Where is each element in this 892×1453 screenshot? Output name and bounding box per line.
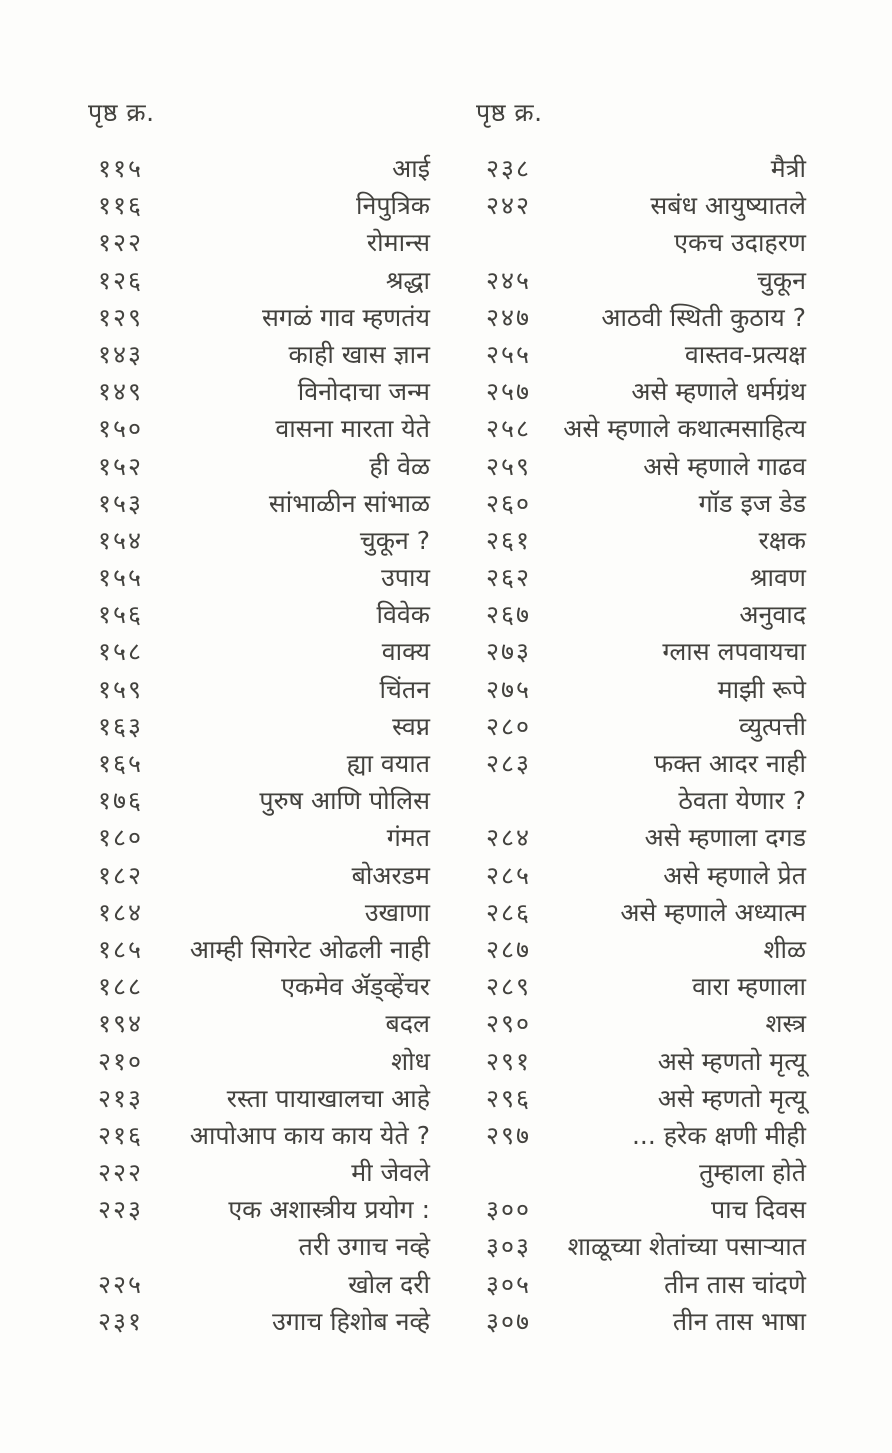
toc-entry	[88, 1191, 430, 1228]
page-number: १४९	[98, 377, 144, 407]
page-number: २८९	[486, 972, 532, 1002]
page-number: २८३	[486, 749, 532, 778]
chapter-title: विनोदाचा जन्म	[297, 377, 430, 407]
chapter-title: रक्षक	[758, 525, 806, 555]
toc-entry	[88, 559, 430, 596]
chapter-title: वासना मारता येते	[275, 414, 430, 444]
toc-entry	[476, 1005, 806, 1042]
chapter-title: तीन तास चांदणे	[664, 1269, 806, 1299]
page-number: १५३	[98, 488, 144, 518]
chapter-title: अनुवाद	[739, 600, 806, 630]
toc-entry	[476, 224, 806, 261]
chapter-title: माझी रूपे	[717, 674, 806, 704]
chapter-title: चुकून	[757, 265, 806, 295]
chapter-title: तीन तास भाषा	[672, 1306, 806, 1336]
chapter-title: तुम्हाला होते	[699, 1158, 806, 1188]
chapter-title: तरी उगाच नव्हे	[298, 1232, 430, 1262]
page-number: २४२	[486, 191, 532, 221]
page-number: १५०	[98, 414, 144, 444]
chapter-title: पाच दिवस	[710, 1195, 806, 1225]
toc-entry	[476, 522, 806, 559]
toc-entry	[88, 1228, 430, 1265]
chapter-title: ही वेळ	[369, 451, 430, 481]
chapter-title: वास्तव-प्रत्यक्ष	[684, 339, 806, 369]
toc-entry	[88, 299, 430, 336]
chapter-title: खोल दरी	[348, 1269, 430, 1299]
page-number: २९७	[486, 1120, 532, 1150]
chapter-title: पुरुष आणि पोलिस	[259, 786, 430, 816]
toc-entry	[476, 633, 806, 670]
toc-entry	[476, 485, 806, 522]
toc-entry	[88, 187, 430, 224]
toc-entry	[88, 671, 430, 708]
toc-entry	[88, 894, 430, 931]
page-number: १४३	[98, 339, 144, 369]
page-number: २९६	[486, 1083, 532, 1113]
toc-entry	[88, 1266, 430, 1303]
chapter-title: ग्लास लपवायचा	[662, 637, 806, 667]
toc-entry	[476, 150, 806, 187]
toc-entry	[476, 448, 806, 485]
chapter-title: गॉड इज डेड	[698, 488, 806, 518]
page-number: २८६	[486, 897, 532, 927]
toc-entry	[476, 596, 806, 633]
toc-entry	[476, 671, 806, 708]
page-number: १५६	[98, 600, 144, 630]
page-number: २८५	[486, 860, 532, 890]
chapter-title: वाक्य	[381, 637, 430, 667]
toc-entry	[476, 782, 806, 819]
toc-entry	[88, 522, 430, 559]
page-number: १७६	[98, 786, 144, 816]
toc-entry	[88, 1080, 430, 1117]
page-number: १५८	[98, 637, 144, 667]
toc-entry	[476, 336, 806, 373]
page-number: २२५	[98, 1269, 144, 1299]
chapter-title: असे म्हणतो मृत्यू	[657, 1046, 806, 1076]
chapter-title: असे म्हणाला दगड	[644, 823, 806, 853]
chapter-title: एक अशास्त्रीय प्रयोग :	[228, 1195, 430, 1225]
chapter-title: शस्त्र	[765, 1009, 806, 1039]
page-number: २१६	[98, 1120, 144, 1150]
chapter-title: ... हरेक क्षणी मीही	[631, 1120, 806, 1150]
page-number: २६०	[486, 488, 532, 518]
page-number: १२२	[98, 228, 144, 258]
page-number: ११६	[98, 191, 144, 221]
toc-entry	[476, 262, 806, 299]
page-number: २५७	[486, 377, 532, 407]
page-number: १८८	[98, 972, 144, 1002]
toc-entry	[476, 299, 806, 336]
chapter-title: असे म्हणाले प्रेत	[663, 860, 806, 890]
toc-entry	[88, 1117, 430, 1154]
toc-entry	[88, 1005, 430, 1042]
page-number: १५४	[98, 525, 144, 555]
page-number: २८०	[486, 711, 532, 741]
page-number: १५२	[98, 451, 144, 481]
chapter-title: एकच उदाहरण	[674, 228, 806, 258]
page-number: १६३	[98, 711, 144, 741]
toc-entry	[476, 410, 806, 447]
chapter-title: मैत्री	[770, 154, 806, 183]
chapter-title: शोध	[391, 1046, 430, 1076]
toc-entry	[88, 745, 430, 782]
chapter-title: सगळं गाव म्हणतंय	[262, 302, 430, 332]
chapter-title: निपुत्रिक	[355, 191, 430, 221]
chapter-title: रोमान्स	[366, 228, 430, 258]
toc-entry	[88, 150, 430, 187]
toc-entry	[476, 1266, 806, 1303]
toc-entry	[476, 1191, 806, 1228]
chapter-title: आम्ही सिगरेट ओढली नाही	[189, 934, 430, 964]
chapter-title: चुकून ?	[359, 525, 430, 555]
toc-entry	[88, 373, 430, 410]
chapter-title: काही खास ज्ञान	[288, 339, 430, 369]
page-number: १२६	[98, 265, 144, 295]
toc-entry	[88, 819, 430, 856]
page-number: २५५	[486, 339, 532, 369]
toc-entry	[88, 1043, 430, 1080]
page-number: २१३	[98, 1083, 144, 1113]
chapter-title: आठवी स्थिती कुठाय ?	[601, 302, 806, 332]
page-number: १२९	[98, 302, 144, 332]
page-number: १८२	[98, 860, 144, 890]
page-number-header: पृष्ठ क्र.	[88, 98, 155, 127]
page-number: ११५	[98, 154, 144, 183]
page-number: ३०३	[486, 1232, 532, 1262]
toc-entry-list	[88, 150, 430, 1340]
toc-entry	[476, 968, 806, 1005]
page-number: २८७	[486, 934, 532, 964]
toc-entry	[476, 708, 806, 745]
chapter-title: असे म्हणाले धर्मग्रंथ	[631, 377, 806, 407]
page-number: ३०७	[486, 1306, 532, 1336]
page-number: २७३	[486, 637, 532, 667]
chapter-title: मी जेवले	[351, 1158, 430, 1188]
toc-entry	[476, 1117, 806, 1154]
toc-entry	[476, 1228, 806, 1265]
toc-entry	[88, 931, 430, 968]
toc-entry	[88, 485, 430, 522]
chapter-title: बोअरडम	[351, 860, 430, 890]
page-number: २५८	[486, 414, 532, 444]
toc-entry	[88, 336, 430, 373]
page-number: २३१	[98, 1306, 144, 1336]
page-number: २२३	[98, 1195, 144, 1225]
toc-entry	[476, 857, 806, 894]
chapter-title: चिंतन	[379, 674, 430, 704]
page-number: १५९	[98, 674, 144, 704]
chapter-title: असे म्हणाले अध्यात्म	[620, 897, 806, 927]
toc-entry	[88, 1303, 430, 1340]
chapter-title: आई	[392, 154, 430, 183]
toc-entry-list	[476, 150, 806, 1340]
chapter-title: सबंध आयुष्यातले	[650, 191, 806, 221]
toc-entry	[476, 373, 806, 410]
chapter-title: ह्या वयात	[346, 749, 430, 778]
chapter-title: विवेक	[376, 600, 430, 630]
toc-entry	[476, 819, 806, 856]
chapter-title: उगाच हिशोब नव्हे	[272, 1306, 430, 1336]
toc-entry	[88, 968, 430, 1005]
chapter-title: आपोआप काय काय येते ?	[189, 1120, 430, 1150]
chapter-title: श्रावण	[749, 563, 806, 593]
toc-entry	[88, 782, 430, 819]
page-number: २२२	[98, 1158, 144, 1188]
toc-entry	[88, 448, 430, 485]
chapter-title: उपाय	[381, 563, 430, 593]
page-number: ३००	[486, 1195, 532, 1225]
toc-entry	[88, 633, 430, 670]
chapter-title: गंमत	[386, 823, 430, 853]
page-number: २९१	[486, 1046, 532, 1076]
page-number: २६७	[486, 600, 532, 630]
chapter-title: श्रद्धा	[385, 265, 430, 295]
chapter-title: फक्त आदर नाही	[654, 749, 806, 778]
page-number: २८४	[486, 823, 532, 853]
chapter-title: बदल	[385, 1009, 430, 1039]
chapter-title: शाळूच्या शेतांच्या पसाऱ्यात	[567, 1232, 806, 1262]
page-number: २१०	[98, 1046, 144, 1076]
chapter-title: असे म्हणाले कथात्मसाहित्य	[563, 414, 806, 444]
toc-entry	[476, 1043, 806, 1080]
page-number: १९४	[98, 1009, 144, 1039]
page-number: २७५	[486, 674, 532, 704]
toc-entry	[476, 559, 806, 596]
page-number: १८४	[98, 897, 144, 927]
page-number: २३८	[486, 154, 532, 183]
toc-entry	[476, 1154, 806, 1191]
chapter-title: एकमेव ॲड्व्हेंचर	[281, 972, 430, 1002]
toc-entry	[88, 224, 430, 261]
chapter-title: असे म्हणतो मृत्यू	[657, 1083, 806, 1113]
page-number: २६२	[486, 563, 532, 593]
page-number: १८०	[98, 823, 144, 853]
chapter-title: उखाणा	[364, 897, 430, 927]
toc-entry	[476, 1080, 806, 1117]
page-number: १५५	[98, 563, 144, 593]
toc-entry	[88, 596, 430, 633]
toc-entry	[88, 708, 430, 745]
page-number: १८५	[98, 934, 144, 964]
page-number: २६१	[486, 525, 532, 555]
toc-column-left	[88, 97, 430, 1340]
chapter-title: वारा म्हणाला	[692, 972, 806, 1002]
chapter-title: व्युत्पत्ती	[738, 711, 806, 741]
page-number: २४५	[486, 265, 532, 295]
chapter-title: रस्ता पायाखालचा आहे	[226, 1083, 430, 1113]
chapter-title: ठेवता येणार ?	[678, 786, 806, 816]
chapter-title: असे म्हणाले गाढव	[643, 451, 806, 481]
toc-entry	[476, 894, 806, 931]
toc-entry	[88, 410, 430, 447]
page-number: २९०	[486, 1009, 532, 1039]
page-number: २५९	[486, 451, 532, 481]
toc-entry	[88, 262, 430, 299]
toc-entry	[476, 931, 806, 968]
toc-entry	[88, 1154, 430, 1191]
page-number: ३०५	[486, 1269, 532, 1299]
chapter-title: स्वप्न	[392, 711, 430, 741]
page-number: १६५	[98, 749, 144, 778]
chapter-title: सांभाळीन सांभाळ	[268, 488, 430, 518]
toc-entry	[88, 857, 430, 894]
page-number-header: पृष्ठ क्र.	[476, 98, 543, 127]
toc-entry	[476, 1303, 806, 1340]
chapter-title: शीळ	[763, 934, 806, 964]
page-number: २४७	[486, 302, 532, 332]
toc-entry	[476, 187, 806, 224]
toc-column-right	[476, 97, 806, 1340]
toc-entry	[476, 745, 806, 782]
